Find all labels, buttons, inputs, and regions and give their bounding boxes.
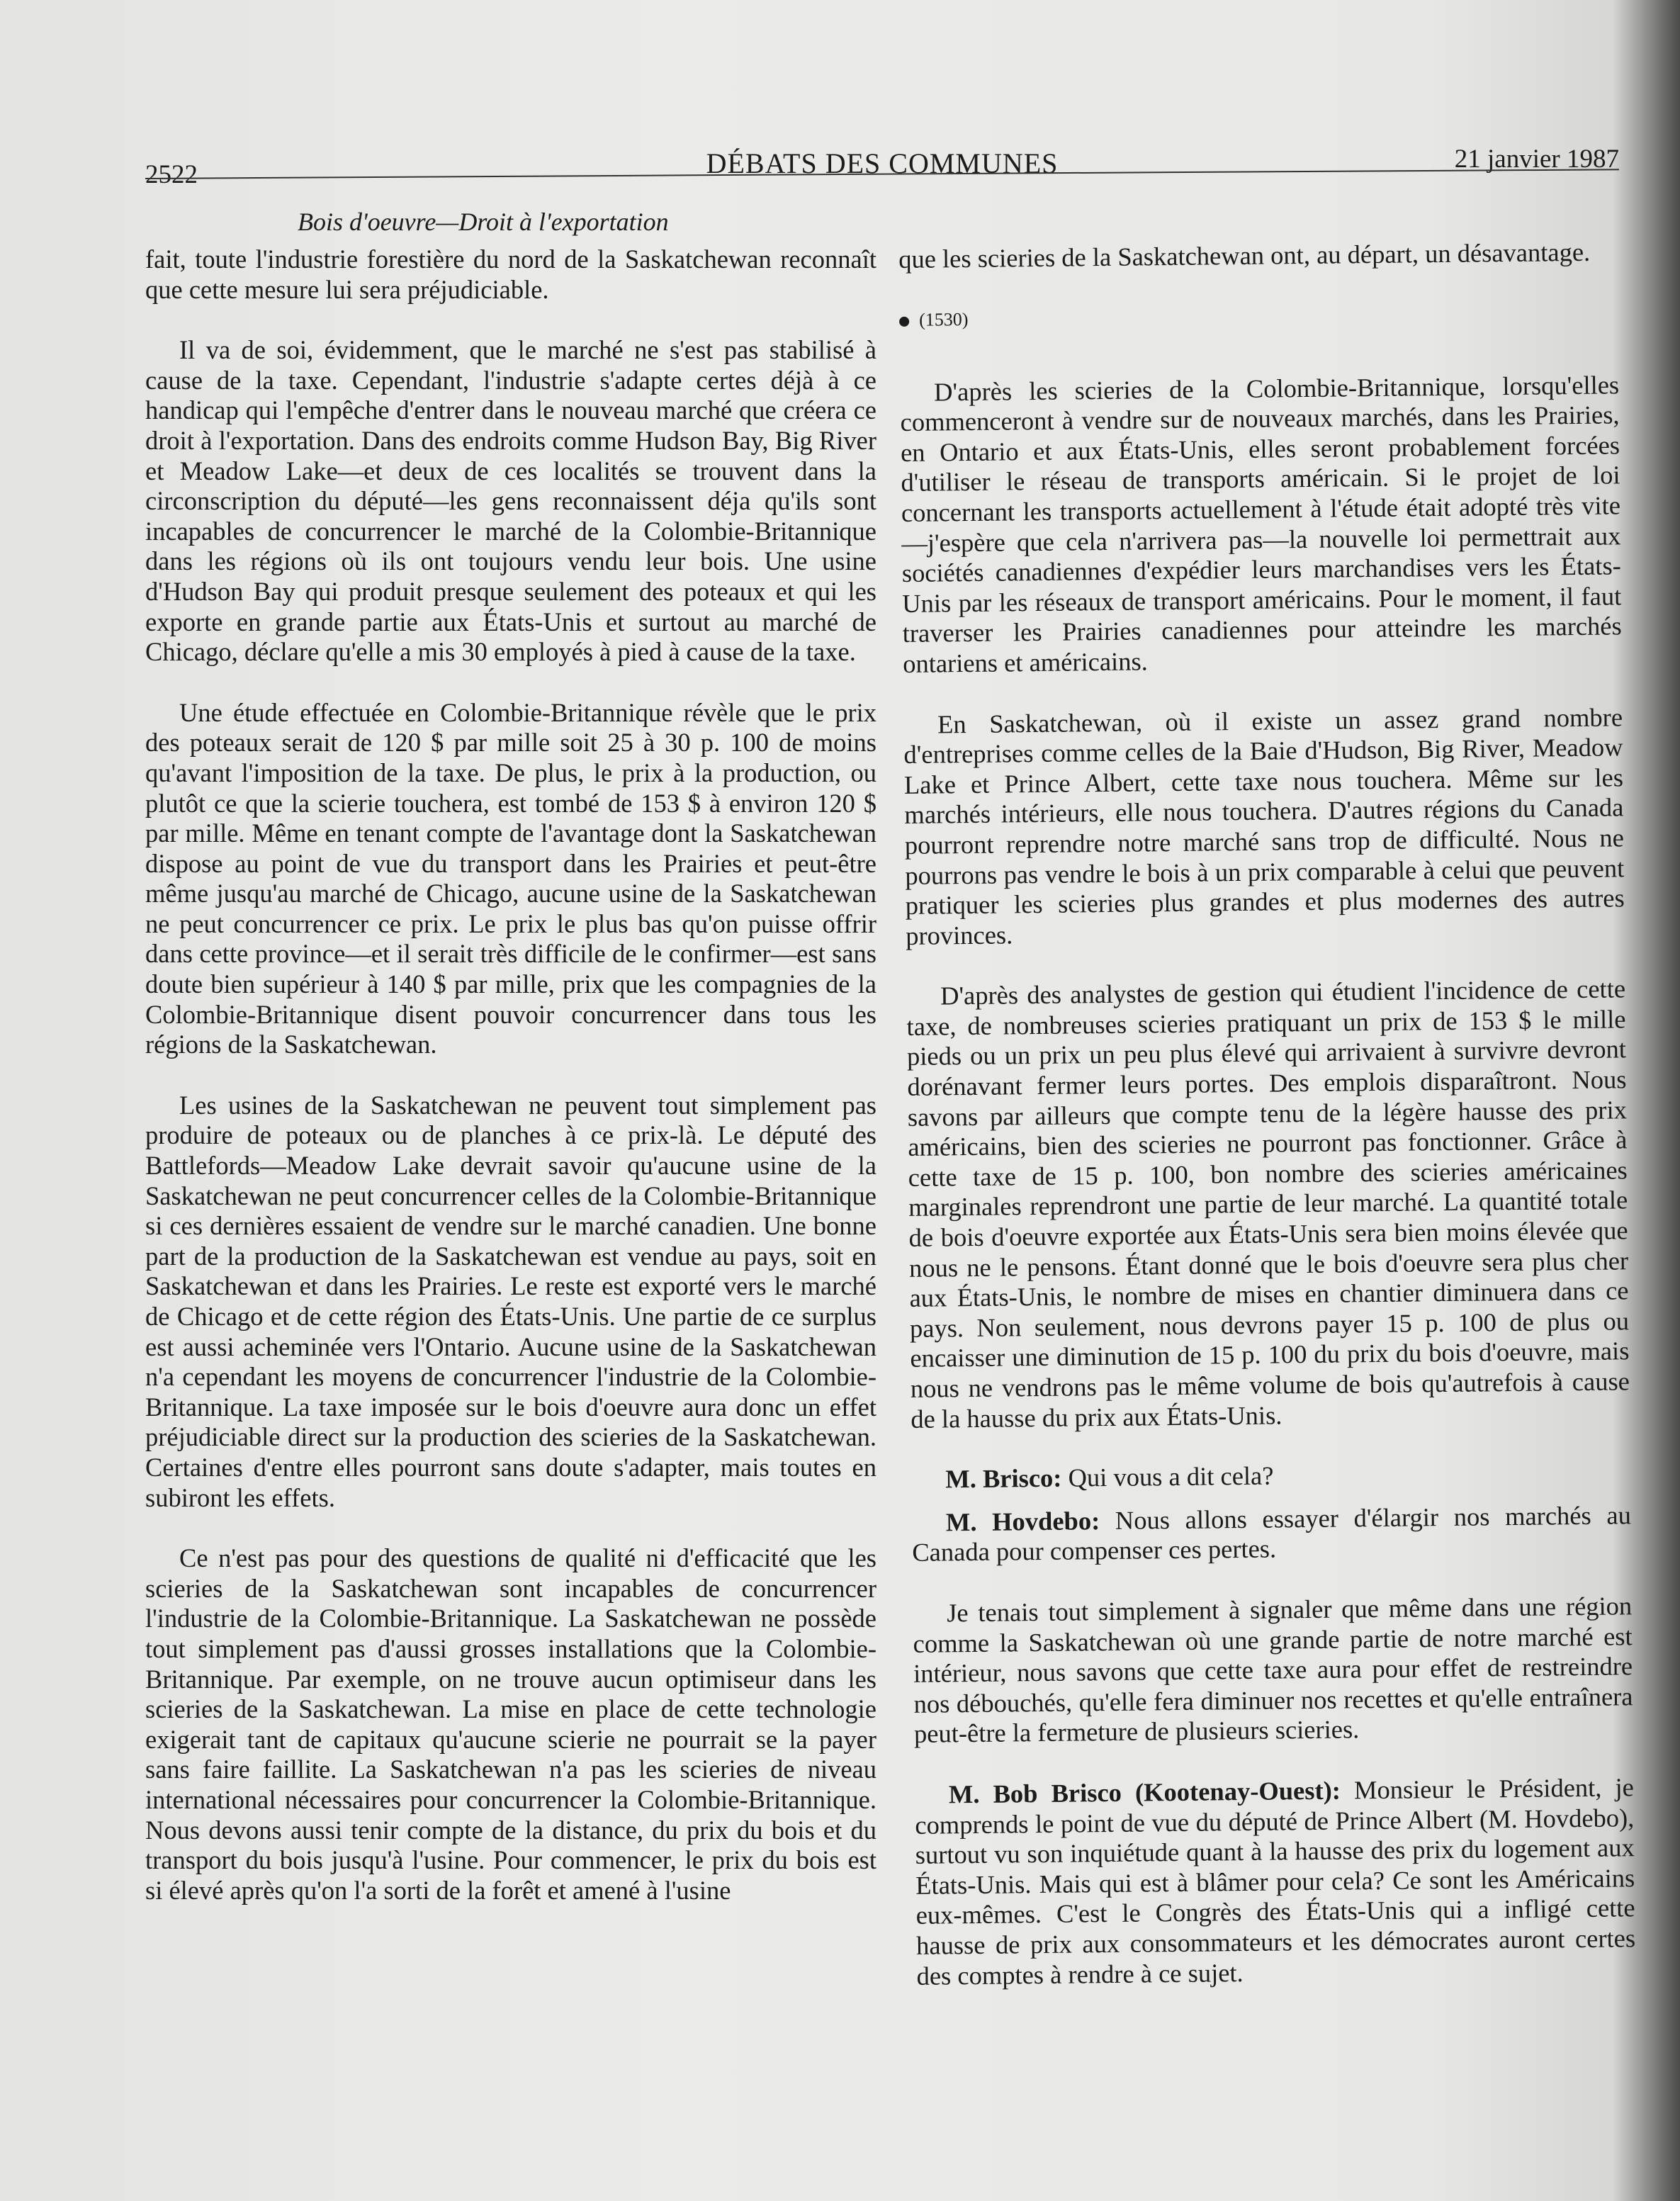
paragraph: Il va de soi, évidemment, que le marché ne s'est pas stabilisé à cause de la taxe. Cependant, l'industrie s'adapte certes déjà à ce handicap qui l'empêche d'entrer dans le nouveau marché que créera ce droit à l'exportation. Dans des endroits comme Hudson Bay, Big River et Meadow Lake—et deux de ces localités se trouvent dans la circonscription du député—les gens reconnaissent déja qu'ils sont incapables de concurrencer le marché de la Colombie-Britannique dans les régions où ils ont toujours vendu leur bois. Une usine d'Hudson Bay qui produit presque seulement des poteaux et qui les exporte en grande partie aux États-Unis et surtout au marché de Chicago, déclare qu'elle a mis 30 employés à pied à cause de la taxe.: [145, 335, 876, 667]
left-column: [145, 244, 876, 1936]
sitting-date: 21 janvier 1987: [1454, 145, 1619, 174]
time-marker-text: (1530): [918, 308, 969, 330]
page-number: 2522: [145, 160, 198, 189]
page-header: [145, 145, 1619, 189]
paragraph: Ce n'est pas pour des questions de qualité ni d'efficacité que les scieries de la Saskatchewan sont incapables de concurrencer l'industrie de la Colombie-Britannique. La Saskatchewan ne possède tout simplement pas d'aussi grosses installations que la Colombie-Britannique. Par exemple, on ne trouve aucun optimiseur dans les scieries de la Saskatchewan. La mise en place de cette technologie exigerait tant de capitaux qu'aucune scierie ne pourrait se la payer sans faire faillite. La Saskatchewan n'a pas les scieries de niveau international nécessaires pour concurrencer la Colombie-Britannique. Nous devons aussi tenir compte de la distance, du prix du bois et du transport du bois jusqu'à l'usine. Pour commencer, le prix du bois est si élevé après qu'on l'a sorti de la forêt et amené à l'usine: [145, 1543, 876, 1905]
speaker-name: M. Brisco:: [945, 1463, 1062, 1494]
paragraph: D'après des analystes de gestion qui étudient l'incidence de cette taxe, de nombreuses scieries pratiquant un prix de 153 $ le mille pieds ou un prix un peu plus élevé qui arrivaient à survivre devront dorénavant fermer leurs portes. Des emplois disparaîtront. Nous savons par ailleurs que compte tenu de la légère hausse des prix américains, bien des scieries ne pourront pas fonctionner. Grâce à cette taxe de 15 p. 100, bon nombre des scieries américaines marginales reprendront une partie de leur marché. La quantité totale de bois d'oeuvre exportée aux États-Unis sera bien moins élevée que nous ne le pensons. Étant donné que le bois d'oeuvre sera plus cher aux États-Unis, le nombre de mises en chantier diminuera dans ce pays. Non seulement, nous devrons payer 15 p. 100 de plus ou encaisser une diminution de 15 p. 100 du prix du bois d'oeuvre, mais nous ne vendrons pas le même volume de bois qu'autrefois à cause de la hausse du prix aux États-Unis.: [906, 974, 1630, 1434]
speech-hovdebo: [912, 1500, 1632, 1568]
speech-brisco: [911, 1457, 1630, 1494]
publication-title: DÉBATS DES COMMUNES: [706, 147, 1059, 179]
paragraph: fait, toute l'industrie forestière du nord de la Saskatchewan reconnaît que cette mesure lui sera préjudiciable.: [145, 244, 876, 304]
paragraph: En Saskatchewan, où il existe un assez grand nombre d'entreprises comme celles de la Baie d'Hudson, Big River, Meadow Lake et Prince Albert, cette taxe nous touchera. Même sur les marchés intérieurs, elle nous touchera. D'autres régions du Canada pourront reprendre notre marché sans trop de difficulté. Nous ne pourrons pas vendre le bois à un prix comparable à celui que peuvent pratiquer les scieries plus grandes et plus modernes des autres provinces.: [903, 702, 1625, 950]
paragraph: Une étude effectuée en Colombie-Britannique révèle que le prix des poteaux serait de 120 $ par mille soit 25 à 30 p. 100 de moins qu'avant l'imposition de la taxe. De plus, le prix à la production, ou plutôt ce que la scierie touchera, est tombé de 153 $ à environ 120 $ par mille. Même en tenant compte de l'avantage dont la Saskatchewan dispose au point de vue du transport dans les Prairies et peut-être même jusqu'au marché de Chicago, aucune usine de la Saskatchewan ne peut concurrencer ce prix. Le prix le plus bas qu'on puisse offrir dans cette province—et il serait très difficile de le confirmer—est sans doute bien supérieur à 140 $ par mille, prix que les compagnies de la Colombie-Britannique disent pouvoir concurrencer dans tous les régions de la Saskatchewan.: [145, 697, 876, 1059]
subject-heading: Bois d'oeuvre—Droit à l'exportation: [298, 208, 669, 236]
speech-text: Qui vous a dit cela?: [1061, 1460, 1274, 1492]
bullet-icon: [899, 316, 909, 326]
right-column: [898, 237, 1636, 2022]
paragraph: Les usines de la Saskatchewan ne peuvent tout simplement pas produire de poteaux ou de planches à ce prix-là. Le député des Battlefords—Meadow Lake devrait savoir qu'aucune usine de la Saskatchewan ne peut concurrencer celles de la Colombie-Britannique si ces dernières essaient de vendre sur le marché canadien. Une bonne part de la production de la Saskatchewan est vendue au pays, soit en Saskatchewan et dans les Prairies. Le reste est exporté vers le marché de Chicago et de cette région des États-Unis. Une partie de ce surplus est aussi acheminée vers l'Ontario. Aucune usine de la Saskatchewan n'a cependant les moyens de concurrencer l'industrie de la Colombie-Britannique. La taxe imposée sur le bois d'oeuvre aura donc un effet préjudiciable direct sur la production des scieries de la Saskatchewan. Certaines d'entre elles pourront sans doute s'adapter, mais toutes en subiront les effets.: [145, 1090, 876, 1512]
time-marker: [899, 298, 1618, 335]
paragraph: que les scieries de la Saskatchewan ont, au départ, un désavantage.: [898, 237, 1591, 274]
speech-text: Monsieur le Président, je comprends le point de vue du député de Prince Albert (M. Hovdebo), surtout vu son inquiétude quant à la hausse des prix du logement aux États-Unis. Mais qui est à blâmer pour cela? Ce sont les Américains eux-mêmes. C'est le Congrès des États-Unis qui a infligé cette hausse de prix aux consommateurs et les démocrates auront certes des comptes à rendre à ce sujet.: [915, 1772, 1636, 1991]
speaker-name: M. Bob Brisco (Kootenay-Ouest):: [948, 1775, 1341, 1809]
paragraph: D'après les scieries de la Colombie-Britannique, lorsqu'elles commenceront à vendre sur de nouveaux marchés, dans les Prairies, en Ontario et aux États-Unis, elles seront probablement forcées d'utiliser le réseau de transports américain. Si le projet de loi concernant les transports actuellement à l'étude était adopté très vite—j'espère que cela n'arrivera pas—la nouvelle loi permettrait aux sociétés canadiennes d'expédier leurs marchandises vers les États-Unis par les réseaux de transport américains. Pour le moment, il faut traverser les Prairies canadiennes pour atteindre les marchés ontariens et américains.: [900, 369, 1622, 678]
paragraph: Je tenais tout simplement à signaler que même dans une région comme la Saskatchewan où une grande partie de notre marché est intérieur, nous savons que cette taxe aura pour effet de restreindre nos débouchés, qu'elle fera diminuer nos recettes et qu'elle entraînera peut-être la fermeture de plusieurs scieries.: [913, 1591, 1633, 1749]
speaker-name: M. Hovdebo:: [945, 1505, 1100, 1537]
speech-text: Nous allons essayer d'élargir nos marchés au Canada pour compenser ces pertes.: [912, 1500, 1632, 1567]
speech-bob-brisco: [915, 1772, 1636, 1991]
